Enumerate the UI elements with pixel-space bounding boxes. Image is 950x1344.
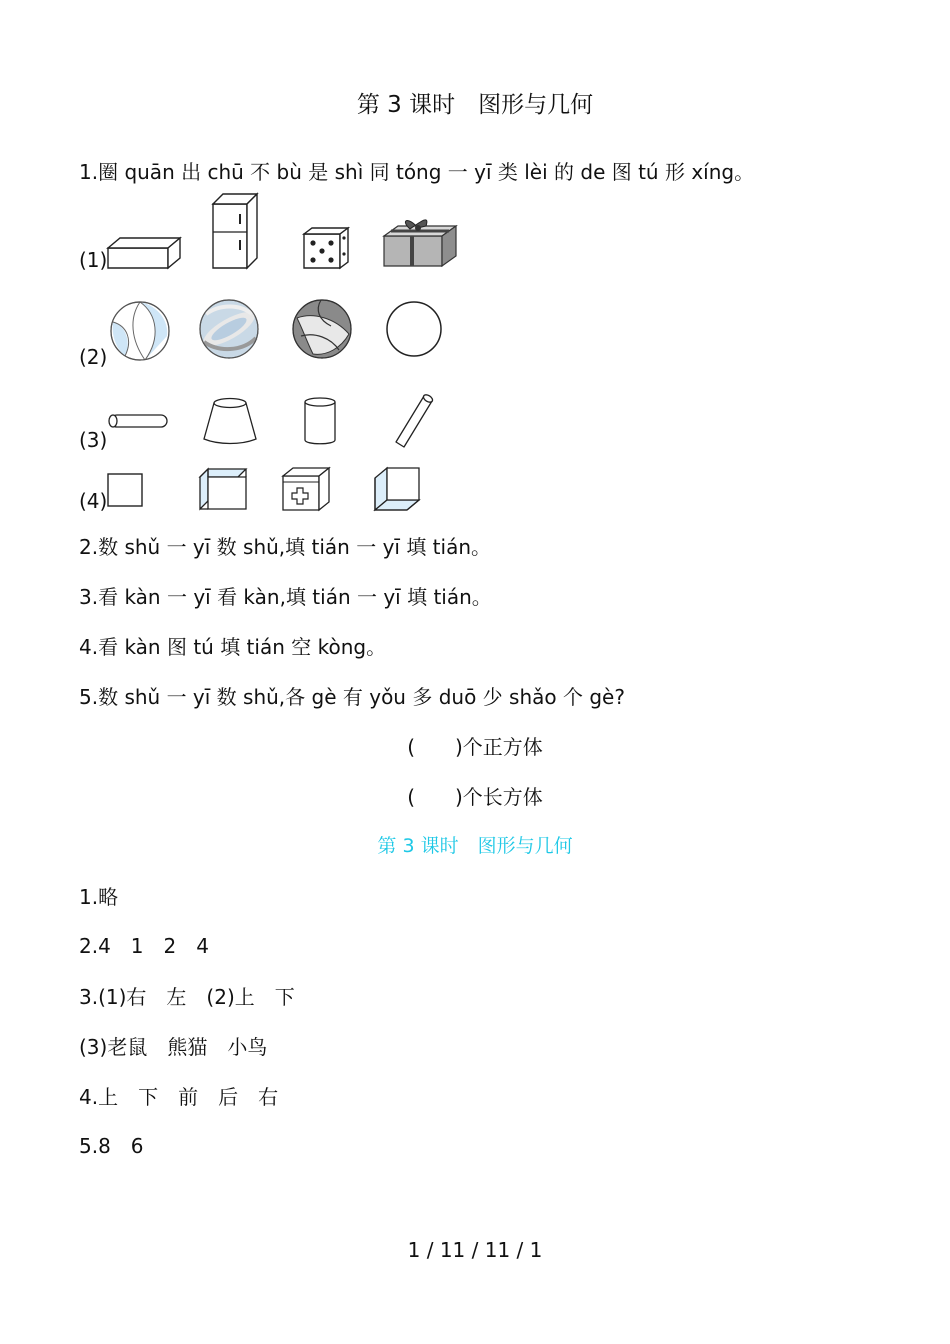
q5-blank-cubes: ( )个正方体 [407, 735, 543, 759]
q1-row-2-label: (2) [79, 345, 108, 369]
refrigerator-icon [211, 192, 259, 270]
beach-ball-icon [109, 300, 171, 362]
question-3: 3.看 kàn 一 yī 看 kàn,填 tián 一 yī 填 tián。 [79, 585, 492, 609]
rod-icon [106, 412, 172, 430]
q5-blank-cuboids: ( )个长方体 [407, 785, 543, 809]
square-icon [106, 472, 144, 508]
q1-row-3-label: (3) [79, 428, 108, 452]
volleyball-icon [291, 298, 353, 360]
q1-row-1-label: (1) [79, 248, 108, 272]
question-4: 4.看 kàn 图 tú 填 tián 空 kòng。 [79, 635, 387, 659]
answer-4: 4.上 下 前 后 右 [79, 1085, 279, 1109]
striped-ball-icon [198, 298, 260, 360]
question-2: 2.数 shǔ 一 yī 数 shǔ,填 tián 一 yī 填 tián。 [79, 535, 492, 559]
answer-3b: (3)老鼠 熊猫 小鸟 [79, 1035, 268, 1059]
first-aid-box-icon [281, 466, 331, 512]
question-5: 5.数 shǔ 一 yī 数 shǔ,各 gè 有 yǒu 多 duō 少 shǎo 个 gè? [79, 685, 625, 709]
answer-2: 2.4 1 2 4 [79, 934, 209, 958]
q1-row-4-label: (4) [79, 489, 108, 513]
circle-icon [385, 300, 445, 360]
dice-icon [302, 226, 350, 270]
gift-box-icon [382, 214, 458, 268]
question-1: 1.圈 quān 出 chū 不 bù 是 shì 同 tóng 一 yī 类 lèi 的 de 图 tú 形 xíng。 [79, 160, 755, 184]
cube-left-icon [373, 466, 423, 512]
page-footer: 1 / 11 / 11 / 1 [407, 1238, 543, 1262]
answer-5: 5.8 6 [79, 1134, 144, 1158]
answer-3a: 3.(1)右 左 (2)上 下 [79, 985, 295, 1009]
answer-1: 1.略 [79, 885, 119, 909]
answer-title: 第 3 课时 图形与几何 [377, 835, 573, 857]
tilted-tube-icon [392, 392, 436, 450]
cube-icon [198, 467, 248, 511]
cuboid-icon [106, 236, 184, 270]
page-title: 第 3 课时 图形与几何 [356, 92, 594, 118]
lampshade-icon [201, 396, 259, 446]
cylinder-cup-icon [302, 396, 338, 446]
